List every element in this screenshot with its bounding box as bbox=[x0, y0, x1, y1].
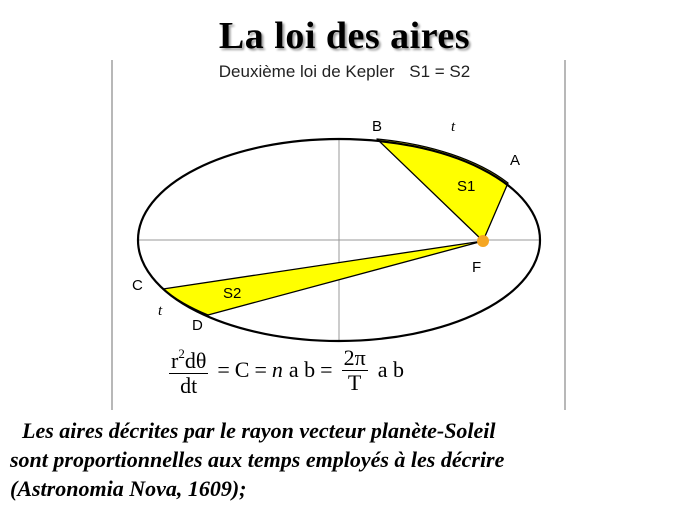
fraction-r2-dtheta-dt bbox=[169, 342, 208, 398]
area-label-s1: S1 bbox=[457, 178, 476, 195]
formula-c: C bbox=[234, 357, 250, 382]
time-label-top: t bbox=[451, 119, 456, 135]
caption bbox=[10, 416, 685, 503]
page-title: La loi des aires bbox=[218, 15, 471, 57]
caption-line-2: sont proportionnelles aux temps employés à les décrire bbox=[10, 447, 505, 472]
point-label-b: B bbox=[372, 118, 383, 135]
sun-focus-dot bbox=[477, 235, 489, 247]
formula-equals-3: = bbox=[320, 357, 333, 382]
area-s2 bbox=[163, 241, 483, 315]
formula-equals-1: = bbox=[217, 357, 230, 382]
point-label-d: D bbox=[192, 317, 203, 334]
point-label-a: A bbox=[510, 152, 521, 169]
formula-dt: dt bbox=[180, 373, 198, 398]
caption-line-3: (Astronomia Nova, 1609); bbox=[10, 476, 247, 501]
formula-ab-1: a b bbox=[288, 357, 316, 382]
area-label-s2: S2 bbox=[223, 285, 242, 302]
fraction-2pi-t bbox=[342, 346, 368, 395]
formula-2pi: 2π bbox=[343, 344, 366, 370]
subtitle-text: Deuxième loi de Kepler bbox=[218, 62, 395, 81]
point-label-c: C bbox=[132, 277, 143, 294]
formula-dtheta: dθ bbox=[184, 348, 207, 373]
point-label-f: F bbox=[472, 259, 482, 276]
formula-r-exponent: 2 bbox=[178, 346, 185, 361]
formula-equals-2: = bbox=[254, 357, 267, 382]
caption-line-1: Les aires décrites par le rayon vecteur planète-Soleil bbox=[22, 418, 496, 443]
formula-r: r bbox=[171, 348, 179, 373]
formula-n: n bbox=[271, 357, 283, 382]
areal-velocity-formula bbox=[165, 340, 404, 400]
formula-t: T bbox=[347, 369, 362, 395]
subtitle-equation: S1 = S2 bbox=[409, 62, 471, 81]
formula-ab-2: a b bbox=[377, 357, 404, 382]
time-label-bottom: t bbox=[158, 303, 163, 319]
